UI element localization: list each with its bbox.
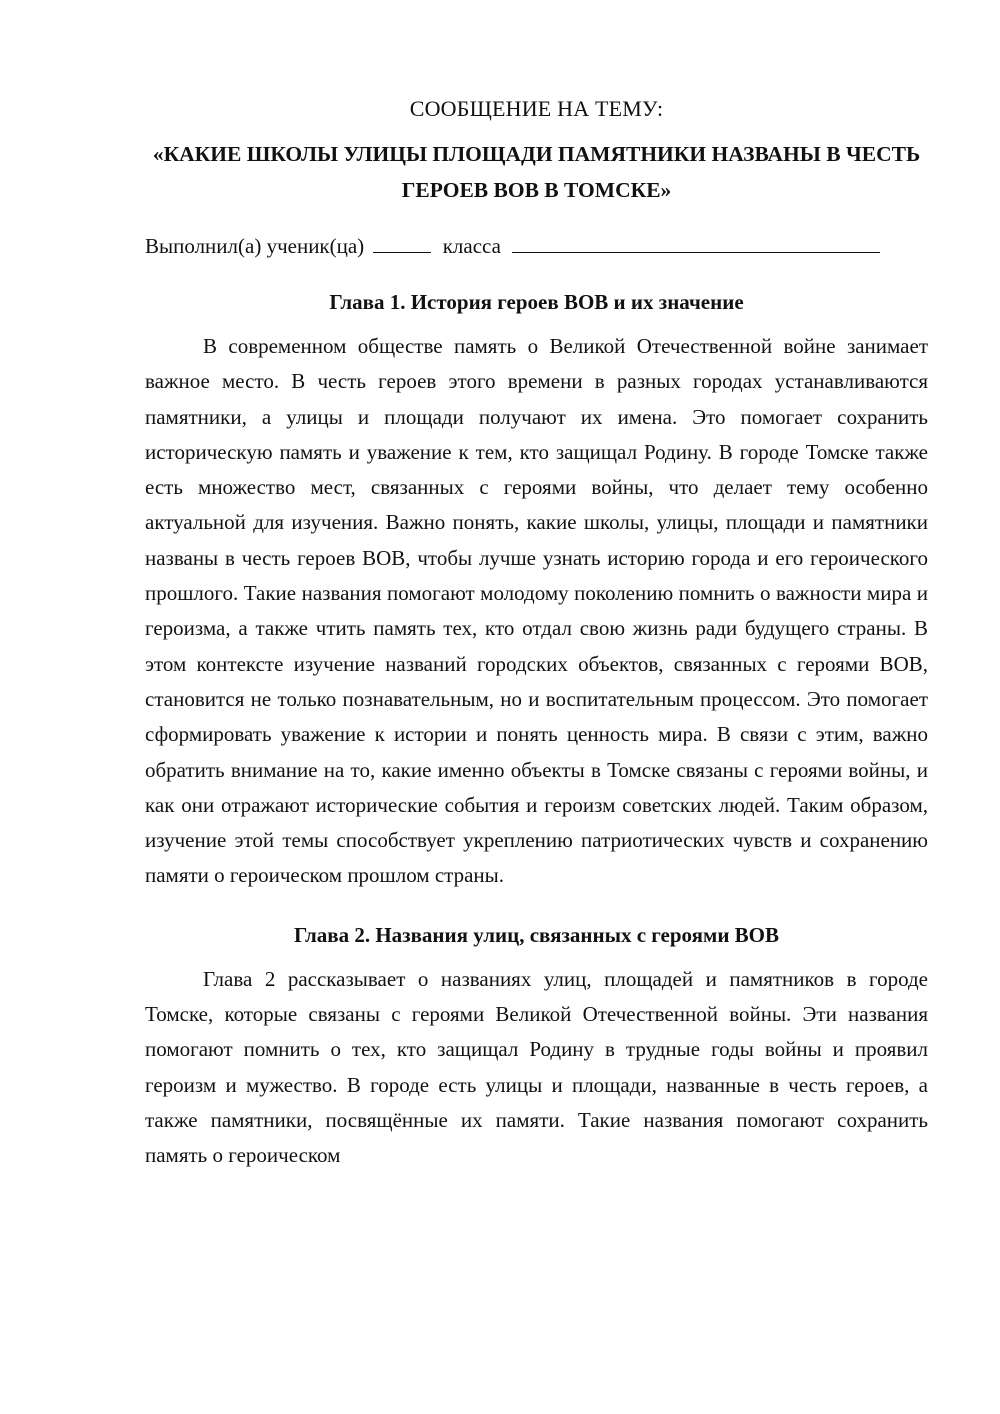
chapter-2-paragraph: Глава 2 рассказывает о названиях улиц, площадей и памятников в городе Томске, которые связаны с героями Великой Отечественной войны. Эти названия помогают помнить о тех, кто защищал Родину в трудные годы войны и проявил героизм и мужество. В городе есть улицы и площади, названные в честь героев, а также памятники, посвящённые их памяти. Такие названия помогают сохранить память о героическом bbox=[145, 966, 928, 1168]
class-label: класса bbox=[442, 234, 501, 258]
document-title-top: СООБЩЕНИЕ НА ТЕМУ: bbox=[409, 96, 664, 121]
chapter-1-paragraph: В современном обществе память о Великой Отечественной войне занимает важное место. В честь героев этого времени в разных городах устанавливаются памятники, а улицы и площади получают их имена. Это помогает сохранить историческую память и уважение к тем, кто защищал Родину. В городе Томске также есть множество мест, связанных с героями войны, что делает тему особенно актуальной для изучения. Важно понять, какие школы, улицы, площади и памятники названы в честь героев ВОВ, чтобы лучше узнать историю города и его героического прошлого. Такие названия помогают молодому поколению помнить о важности мира и героизма, а также чтить память тех, кто отдал свою жизнь ради будущего страны. В этом контексте изучение названий городских объектов, связанных с героями ВОВ, становится не только познавательным, но и воспитательным процессом. Это помогает сформировать уважение к истории и понять ценность мира. В связи с этим, важно обратить внимание на то, какие именно объекты в Томске связаны с героями войны, и как они отражают исторические события и героизм советских людей. Таким образом, изучение этой темы способствует укреплению патриотических чувств и сохранению памяти о героическом прошлом страны. bbox=[145, 334, 928, 888]
student-name-blank bbox=[512, 230, 880, 253]
chapter-2-heading: Глава 2. Названия улиц, связанных с героями ВОВ bbox=[293, 922, 780, 947]
document-title-main: «КАКИЕ ШКОЛЫ УЛИЦЫ ПЛОЩАДИ ПАМЯТНИКИ НАЗВАНЫ В ЧЕСТЬ ГЕРОЕВ ВОВ В ТОМСКЕ» bbox=[152, 142, 921, 202]
class-number-blank bbox=[373, 230, 431, 253]
author-prefix: Выполнил(а) ученик(ца) bbox=[145, 234, 365, 258]
chapter-1-heading: Глава 1. История героев ВОВ и их значение bbox=[329, 290, 744, 314]
author-line bbox=[145, 230, 928, 261]
